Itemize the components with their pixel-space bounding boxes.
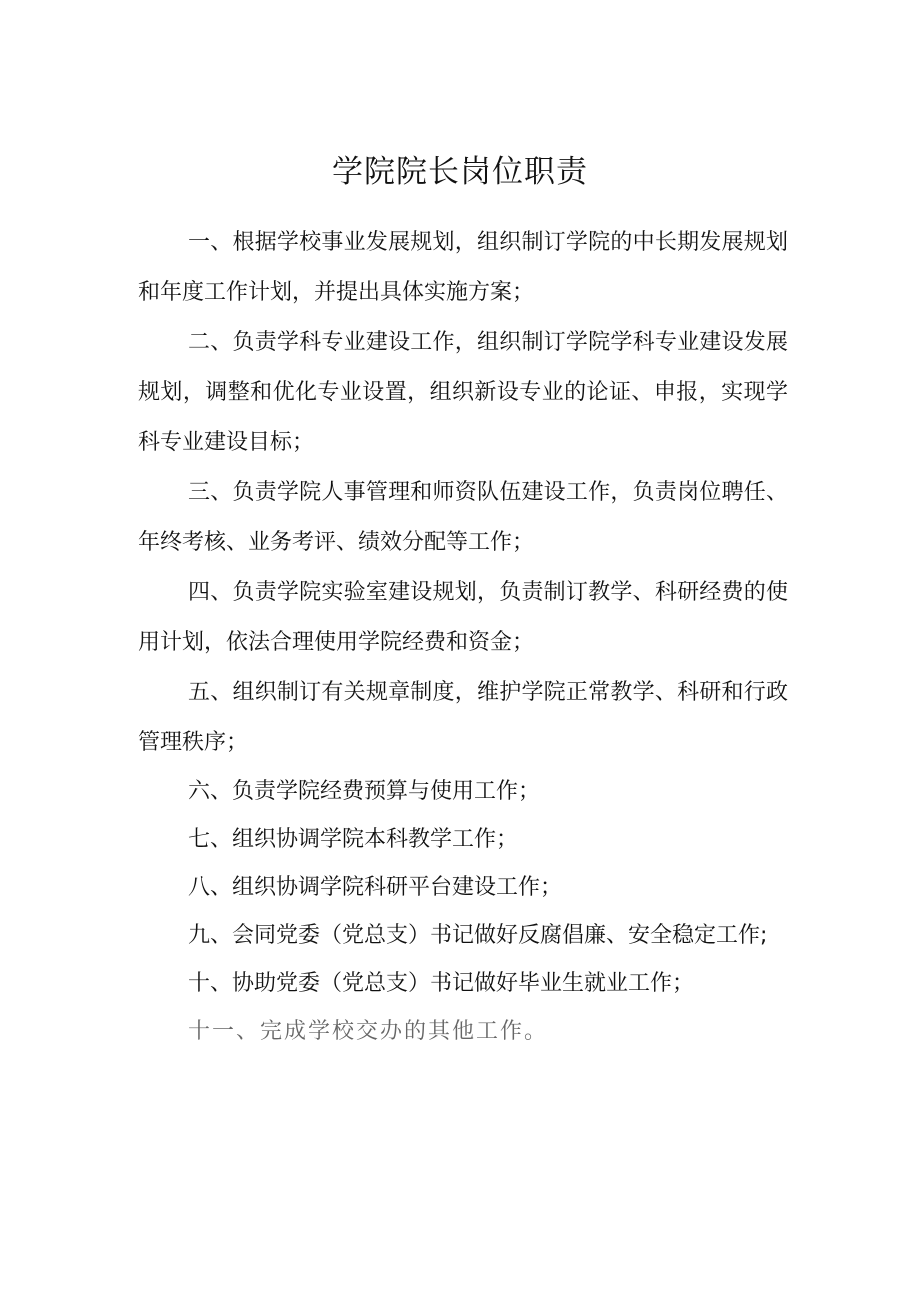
duty-item-2: 二、负责学科专业建设工作，组织制订学院学科专业建设发展规划，调整和优化专业设置，组织新设专业的论证、申报，实现学科专业建设目标； bbox=[138, 330, 788, 455]
duty-item-4: 四、负责学院实验室建设规划，负责制订教学、科研经费的使用计划，依法合理使用学院经费和资金； bbox=[138, 580, 788, 655]
duty-item-1: 一、根据学校事业发展规划，组织制订学院的中长期发展规划和年度工作计划，并提出具体实施方案； bbox=[138, 230, 788, 305]
document-title: 学院院长岗位职责 bbox=[332, 154, 588, 190]
duty-item-9: 九、会同党委（党总支）书记做好反腐倡廉、安全稳定工作; bbox=[188, 923, 768, 948]
duty-item-11: 十一、完成学校交办的其他工作。 bbox=[188, 1019, 549, 1044]
duty-item-8: 八、组织协调学院科研平台建设工作； bbox=[188, 875, 563, 900]
duty-item-10: 十、协助党委（党总支）书记做好毕业生就业工作； bbox=[188, 971, 695, 996]
duty-item-6: 六、负责学院经费预算与使用工作； bbox=[188, 779, 541, 804]
document-body bbox=[138, 218, 788, 1056]
duty-item-5: 五、组织制订有关规章制度，维护学院正常教学、科研和行政管理秩序； bbox=[138, 680, 788, 755]
duty-item-7: 七、组织协调学院本科教学工作； bbox=[188, 827, 519, 852]
duty-item-3: 三、负责学院人事管理和师资队伍建设工作，负责岗位聘任、年终考核、业务考评、绩效分配等工作； bbox=[138, 480, 788, 555]
